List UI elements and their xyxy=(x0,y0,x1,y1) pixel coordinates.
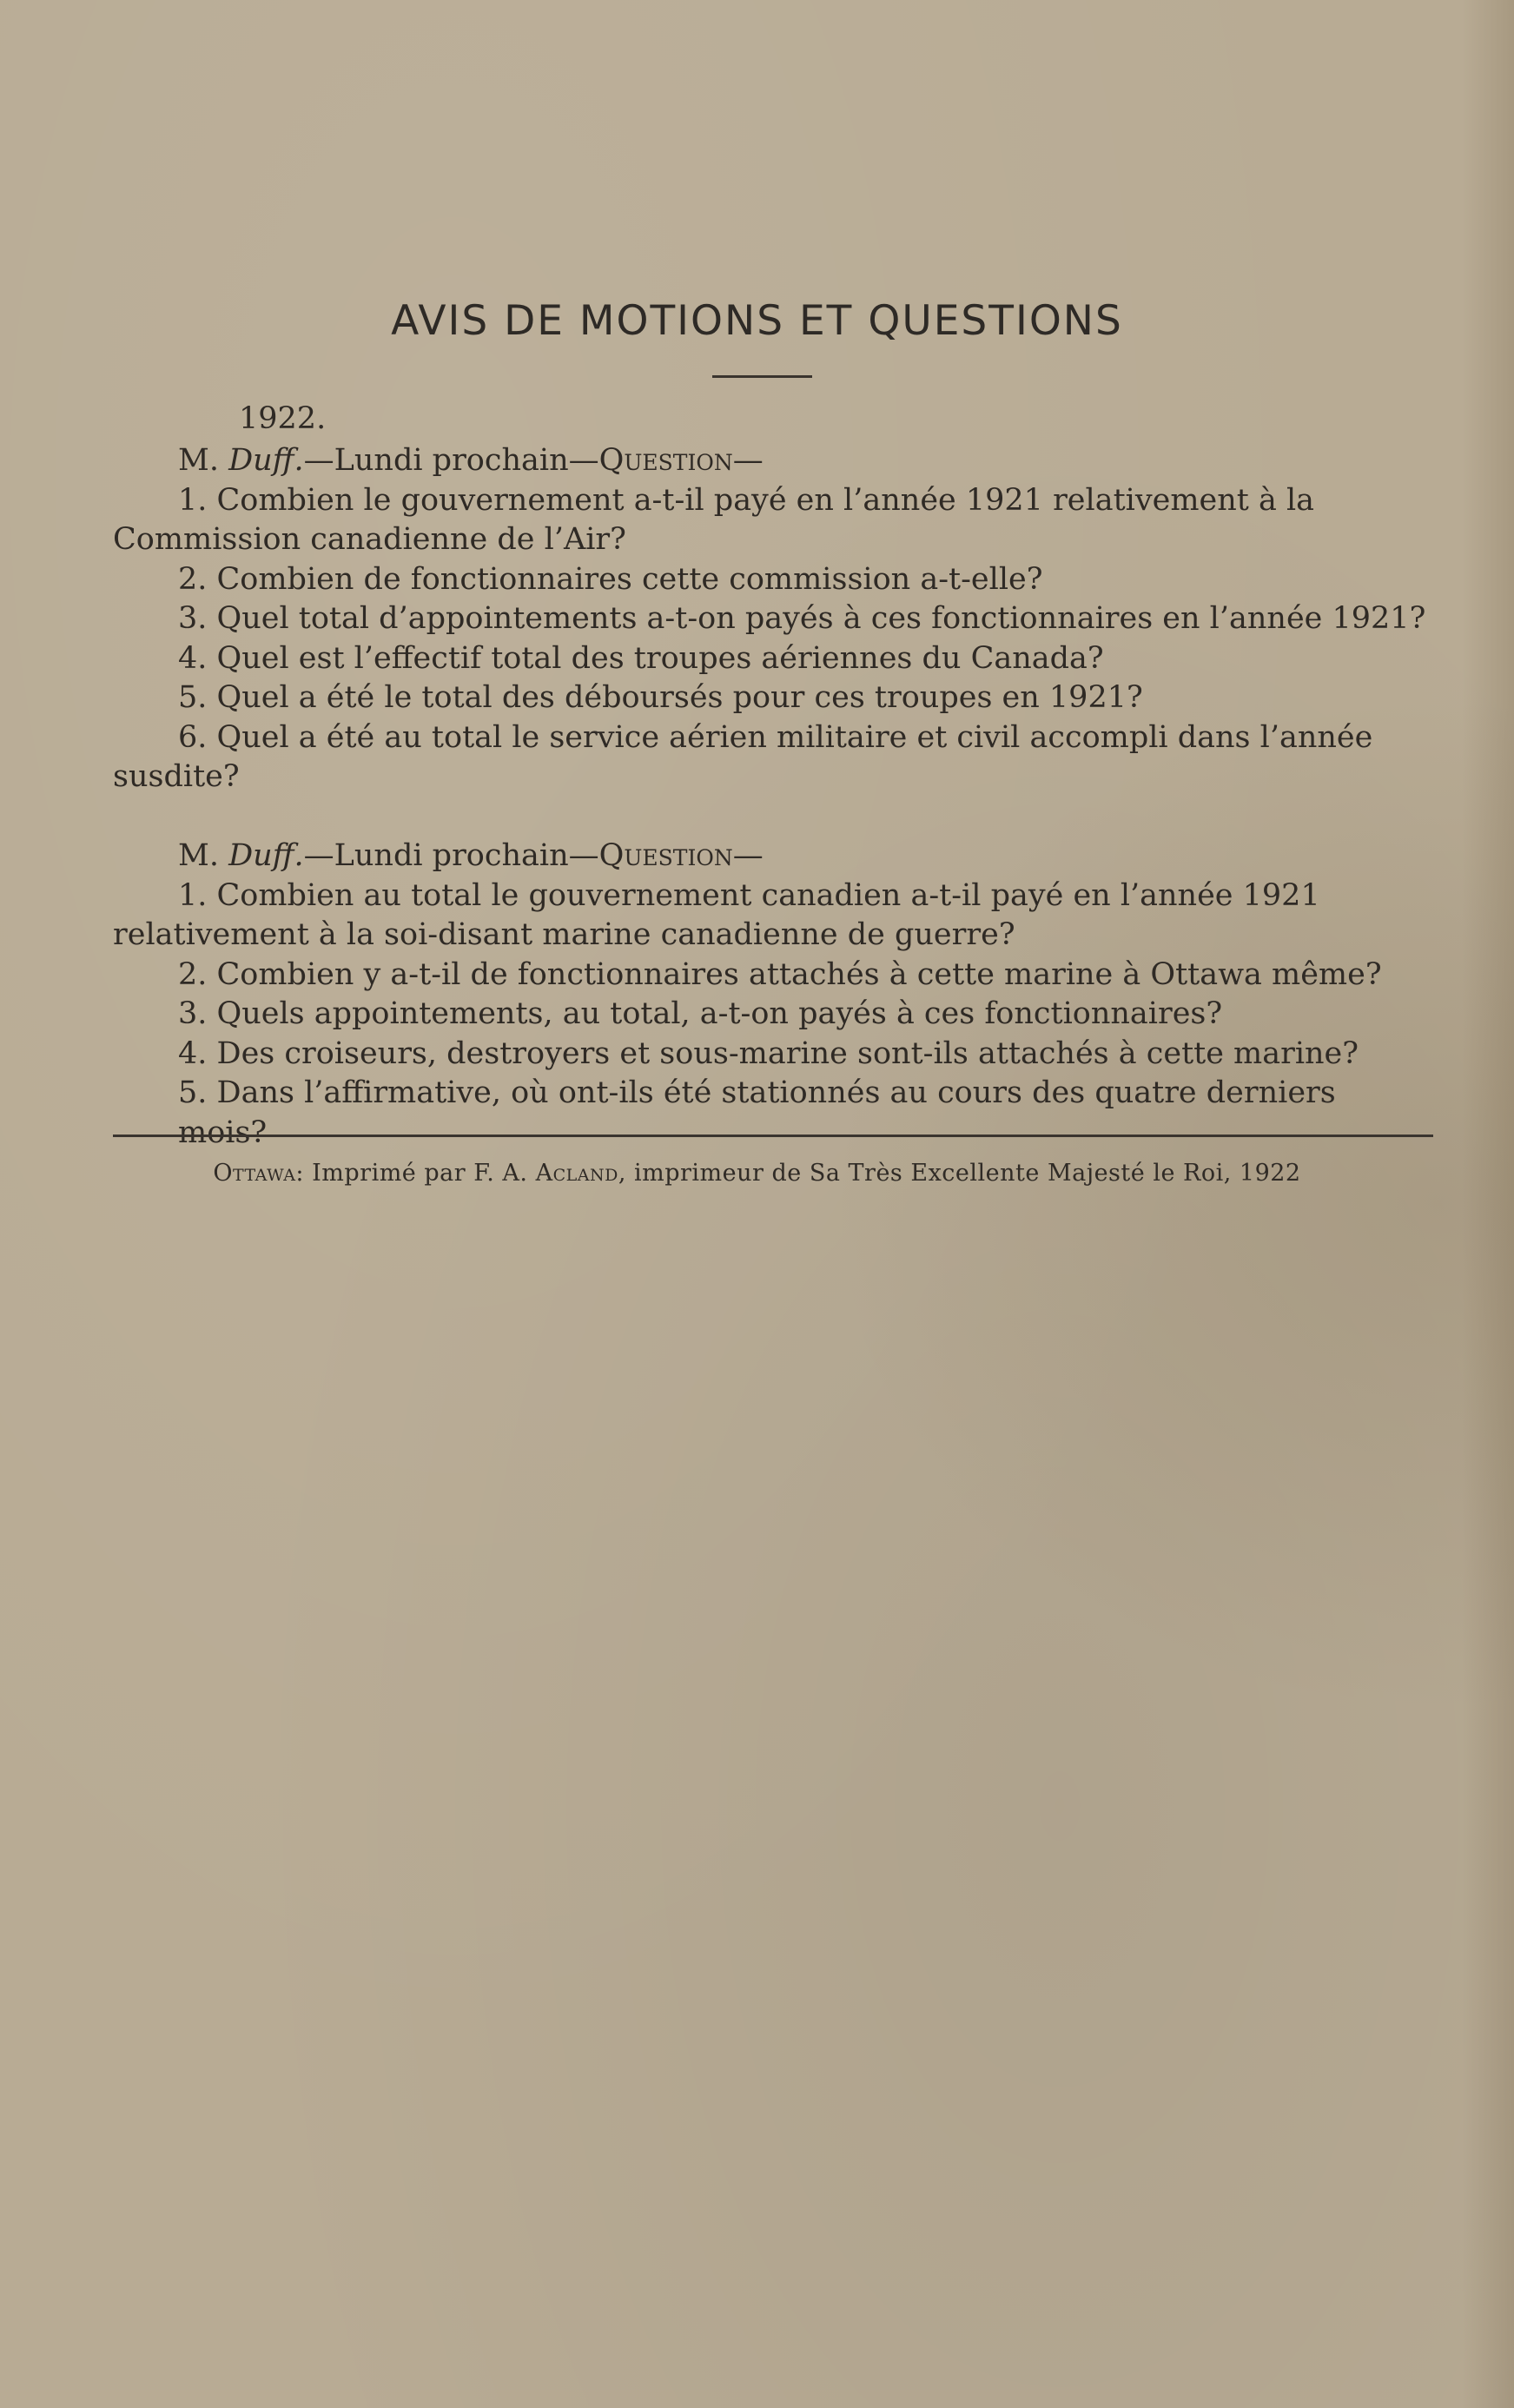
question-label: Question xyxy=(598,443,733,478)
motion-block xyxy=(113,441,1433,797)
imprint-text: , imprimeur de Sa Très Excellente Majesté le Roi, 1922 xyxy=(618,1160,1301,1187)
motion-intro: —Lundi prochain— xyxy=(303,838,599,873)
motion-block xyxy=(113,837,1433,1153)
imprint-text: Imprimé par F. A. xyxy=(312,1160,536,1187)
question-label: Question xyxy=(598,838,733,873)
imprint-printer: Acland xyxy=(535,1160,618,1187)
question-item: 6. Quel a été au total le service aérien militaire et civil accompli dans l’année susdite? xyxy=(113,719,1373,794)
motion-heading xyxy=(113,837,1433,877)
document-title: AVIS DE MOTIONS ET QUESTIONS xyxy=(391,297,1123,345)
question-item: 4. Des croiseurs, destroyers et sous-marine sont-ils attachés à cette marine? xyxy=(178,1035,1359,1071)
motion-prefix: M. xyxy=(178,838,229,873)
year-label: 1922. xyxy=(239,401,327,436)
motion-dash: — xyxy=(732,838,764,873)
question-item: 5. Dans l’affirmative, où ont-ils été stationnés au cours des quatre derniers mois? xyxy=(178,1075,1336,1150)
question-item: 2. Combien de fonctionnaires cette commission a-t-elle? xyxy=(178,561,1043,597)
question-item: 1. Combien au total le gouvernement canadien a-t-il payé en l’année 1921 relativement à la soi-disant marine canadienne de guerre? xyxy=(113,877,1320,952)
printer-imprint xyxy=(0,1160,1514,1187)
footer-rule xyxy=(113,1135,1433,1137)
motion-dash: — xyxy=(732,443,764,478)
question-item: 4. Quel est l’effectif total des troupes aériennes du Canada? xyxy=(178,640,1104,676)
page-edge-shadow xyxy=(1462,0,1514,2408)
member-name: Duff. xyxy=(228,443,304,478)
question-item: 3. Quels appointements, au total, a-t-on payés à ces fonctionnaires? xyxy=(178,996,1223,1031)
motion-prefix: M. xyxy=(178,443,229,478)
question-item: 1. Combien le gouvernement a-t-il payé en l’année 1921 relativement à la Commission canadienne de l’Air? xyxy=(113,482,1315,557)
question-item: 2. Combien y a-t-il de fonctionnaires attachés à cette marine à Ottawa même? xyxy=(178,956,1382,992)
motion-intro: —Lundi prochain— xyxy=(303,443,599,478)
question-item: 5. Quel a été le total des déboursés pour ces troupes en 1921? xyxy=(178,680,1143,715)
title-rule xyxy=(712,375,812,378)
member-name: Duff. xyxy=(228,838,304,873)
imprint-colon: : xyxy=(295,1160,313,1187)
imprint-city: Ottawa xyxy=(213,1160,296,1187)
motion-heading xyxy=(113,441,1433,481)
question-item: 3. Quel total d’appointements a-t-on payés à ces fonctionnaires en l’année 1921? xyxy=(178,601,1426,636)
